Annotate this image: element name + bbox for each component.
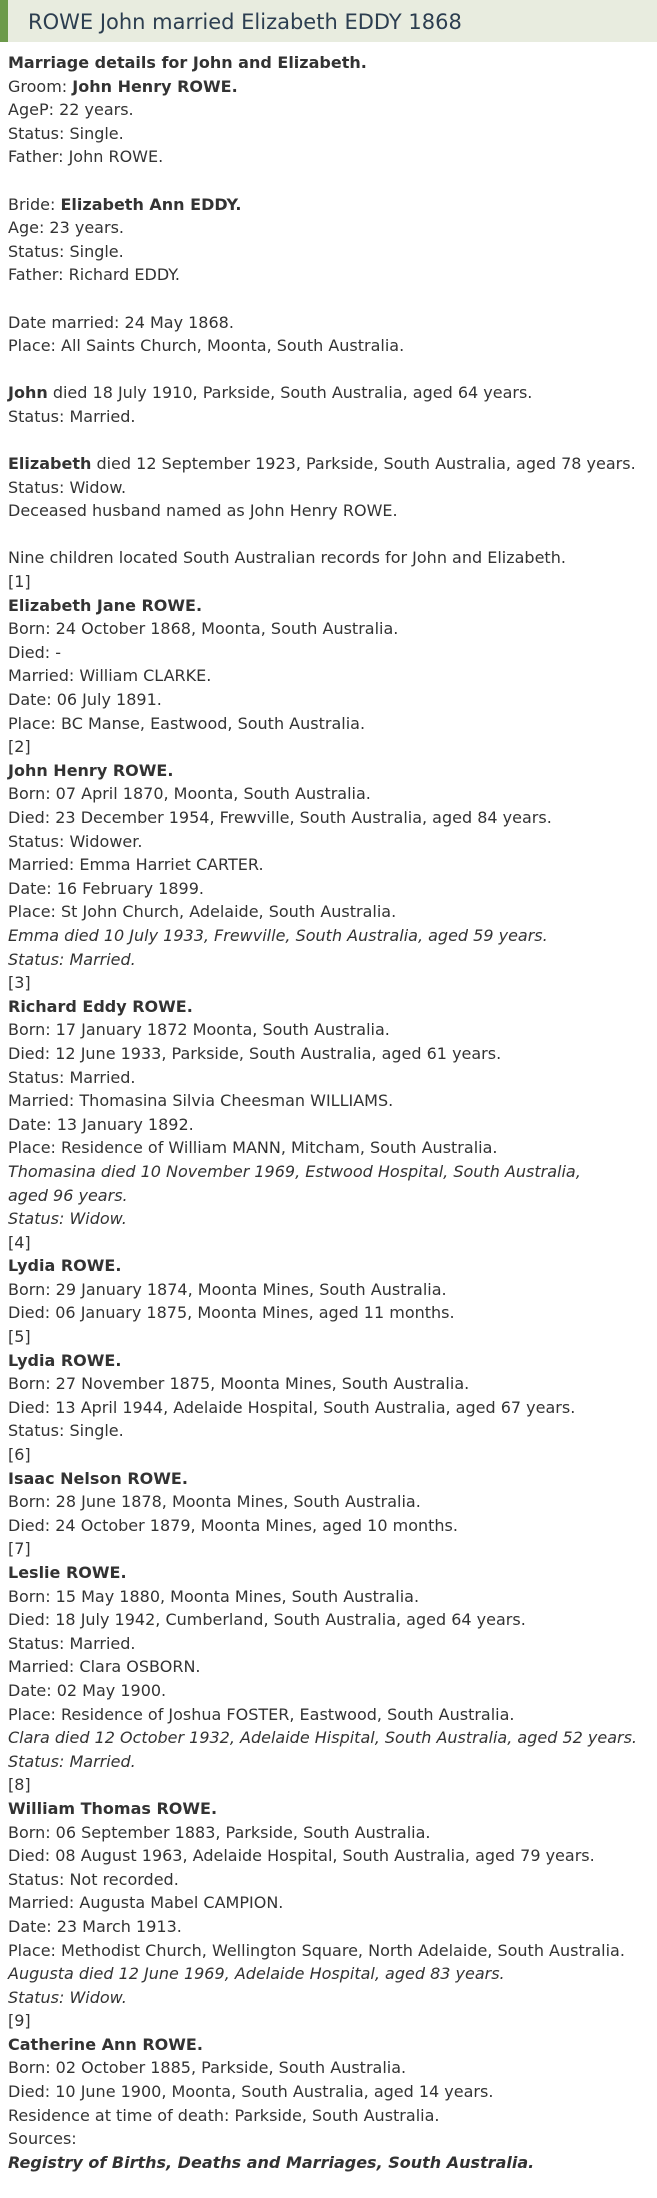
groom-line	[8, 75, 653, 99]
title-bar	[0, 0, 657, 42]
child-detail-line: Clara died 12 October 1932, Adelaide Hispital, South Australia, aged 52 years.	[8, 1728, 638, 1748]
child-detail-line: Born: 29 January 1874, Moonta Mines, South Australia.	[8, 1279, 447, 1299]
children-intro: Nine children located South Australian records for John and Elizabeth.	[8, 548, 566, 568]
elizabeth-name: Elizabeth	[8, 454, 92, 474]
child-detail-line: Born: 24 October 1868, Moonta, South Australia.	[8, 619, 399, 639]
bride-age: Age: 23 years.	[8, 218, 124, 238]
child-detail-line: Died: 06 January 1875, Moonta Mines, aged 11 months.	[8, 1303, 455, 1323]
groom-label: Groom:	[8, 76, 73, 96]
spacer	[8, 287, 653, 311]
child-detail-line: Place: St John Church, Adelaide, South Australia.	[8, 902, 397, 922]
child-record	[8, 1537, 653, 1773]
child-detail-line: Augusta died 12 June 1969, Adelaide Hospital, aged 83 years.	[8, 1964, 505, 1984]
child-detail-line: Status: Married.	[8, 1751, 136, 1771]
john-death-text: died 18 July 1910, Parkside, South Australia, aged 64 years.	[47, 383, 533, 403]
bride-status: Status: Single.	[8, 241, 124, 261]
sources-label: Sources:	[8, 2129, 77, 2149]
elizabeth-death-note: Deceased husband named as John Henry ROWE.	[8, 501, 398, 521]
child-detail-line: Residence at time of death: Parkside, South Australia.	[8, 2105, 440, 2125]
bride-label: Bride:	[8, 194, 61, 214]
child-ref: [9]	[8, 2011, 31, 2031]
children-list	[8, 570, 653, 2127]
child-detail-line: Place: Residence of Joshua FOSTER, Eastwood, South Australia.	[8, 1704, 515, 1724]
child-detail-line: Died: 13 April 1944, Adelaide Hospital, South Australia, aged 67 years.	[8, 1397, 576, 1417]
child-detail-line: Status: Married.	[8, 1633, 136, 1653]
child-detail-line: Status: Married.	[8, 949, 136, 969]
child-record	[8, 1325, 653, 1443]
child-ref: [3]	[8, 973, 31, 993]
child-detail-line: Died: 24 October 1879, Moonta Mines, aged 10 months.	[8, 1515, 458, 1535]
child-detail-line: Born: 02 October 1885, Parkside, South Australia.	[8, 2058, 407, 2078]
child-detail-line: Born: 15 May 1880, Moonta Mines, South Australia.	[8, 1586, 420, 1606]
child-detail-line: Born: 07 April 1870, Moonta, South Australia.	[8, 784, 371, 804]
child-name: Lydia ROWE.	[8, 1350, 122, 1370]
child-detail-line: Date: 23 March 1913.	[8, 1916, 182, 1936]
child-detail-line: Born: 06 September 1883, Parkside, South Australia.	[8, 1822, 431, 1842]
child-ref: [5]	[8, 1327, 31, 1347]
child-record	[8, 1231, 653, 1325]
child-detail-line: Status: Widow.	[8, 1209, 127, 1229]
child-detail-line: Died: -	[8, 642, 62, 662]
child-record	[8, 2009, 653, 2127]
child-detail-line: Date: 06 July 1891.	[8, 690, 162, 710]
child-detail-line: Place: BC Manse, Eastwood, South Australia.	[8, 713, 366, 733]
child-record	[8, 1773, 653, 2009]
child-record	[8, 735, 653, 971]
child-detail-line: Died: 18 July 1942, Cumberland, South Australia, aged 64 years.	[8, 1610, 526, 1630]
marriage-date: Date married: 24 May 1868.	[8, 312, 234, 332]
bride-father: Father: Richard EDDY.	[8, 265, 180, 285]
child-detail-line: Married: William CLARKE.	[8, 666, 212, 686]
child-name: Elizabeth Jane ROWE.	[8, 595, 203, 615]
child-ref: [1]	[8, 572, 31, 592]
article-content	[8, 51, 653, 2174]
child-name: William Thomas ROWE.	[8, 1798, 218, 1818]
child-ref: [6]	[8, 1445, 31, 1465]
groom-name: John Henry ROWE.	[72, 76, 238, 96]
child-detail-line: Born: 27 November 1875, Moonta Mines, South Australia.	[8, 1374, 470, 1394]
child-detail-line: Born: 28 June 1878, Moonta Mines, South Australia.	[8, 1492, 421, 1512]
child-detail-line: Thomasina died 10 November 1969, Estwood Hospital, South Australia,	[8, 1161, 581, 1181]
child-detail-line: Died: 10 June 1900, Moonta, South Australia, aged 14 years.	[8, 2082, 494, 2102]
spacer	[8, 358, 653, 382]
child-detail-line: Place: Residence of William MANN, Mitcham, South Australia.	[8, 1138, 498, 1158]
spacer	[8, 169, 653, 193]
child-detail-line: Died: 12 June 1933, Parkside, South Australia, aged 61 years.	[8, 1043, 502, 1063]
child-name: Richard Eddy ROWE.	[8, 996, 193, 1016]
child-detail-line: Emma died 10 July 1933, Frewville, South Australia, aged 59 years.	[8, 925, 548, 945]
sources-text: Registry of Births, Deaths and Marriages, South Australia.	[8, 2152, 535, 2172]
john-death-status: Status: Married.	[8, 406, 136, 426]
child-record	[8, 570, 653, 735]
marriage-place: Place: All Saints Church, Moonta, South Australia.	[8, 336, 405, 356]
child-detail-line: Status: Not recorded.	[8, 1869, 179, 1889]
child-name: Catherine Ann ROWE.	[8, 2034, 203, 2054]
child-record	[8, 1443, 653, 1537]
child-ref: [7]	[8, 1539, 31, 1559]
child-detail-line: Status: Widower.	[8, 831, 143, 851]
child-detail-line: Died: 08 August 1963, Adelaide Hospital, South Australia, aged 79 years.	[8, 1846, 595, 1866]
bride-line	[8, 193, 653, 217]
child-detail-line: Died: 23 December 1954, Frewville, South Australia, aged 84 years.	[8, 808, 552, 827]
intro-heading: Marriage details for John and Elizabeth.	[8, 53, 367, 72]
elizabeth-death-line	[8, 452, 653, 476]
child-detail-line: Married: Thomasina Silvia Cheesman WILLIAMS.	[8, 1091, 394, 1111]
child-record	[8, 971, 653, 1231]
child-detail-line: Place: Methodist Church, Wellington Square, North Adelaide, South Australia.	[8, 1940, 625, 1960]
child-detail-line: Born: 17 January 1872 Moonta, South Australia.	[8, 1020, 390, 1040]
child-detail-line: Date: 02 May 1900.	[8, 1680, 167, 1700]
groom-age: AgeP: 22 years.	[8, 100, 134, 120]
child-detail-line: Status: Widow.	[8, 1987, 127, 2007]
child-name: Lydia ROWE.	[8, 1256, 122, 1276]
page-title: ROWE John married Elizabeth EDDY 1868	[28, 10, 462, 34]
john-name: John	[8, 383, 48, 403]
child-name: John Henry ROWE.	[8, 760, 174, 780]
groom-father: Father: John ROWE.	[8, 147, 164, 167]
bride-name: Elizabeth Ann EDDY.	[60, 194, 242, 214]
child-detail-line: Status: Married.	[8, 1067, 136, 1087]
john-death-line	[8, 381, 653, 405]
child-ref: [8]	[8, 1775, 31, 1795]
child-ref: [2]	[8, 737, 31, 757]
child-name: Isaac Nelson ROWE.	[8, 1468, 188, 1488]
elizabeth-death-text: died 12 September 1923, Parkside, South Australia, aged 78 years.	[91, 454, 636, 474]
child-detail-line: Date: 13 January 1892.	[8, 1114, 194, 1134]
child-detail-line: aged 96 years.	[8, 1185, 128, 1205]
elizabeth-death-status: Status: Widow.	[8, 477, 127, 497]
child-detail-line: Status: Single.	[8, 1421, 124, 1441]
child-ref: [4]	[8, 1232, 31, 1252]
spacer	[8, 523, 653, 547]
spacer	[8, 429, 653, 453]
child-detail-line: Married: Emma Harriet CARTER.	[8, 855, 264, 875]
child-name: Leslie ROWE.	[8, 1563, 127, 1582]
groom-status: Status: Single.	[8, 123, 124, 143]
child-detail-line: Married: Augusta Mabel CAMPION.	[8, 1893, 284, 1913]
child-detail-line: Date: 16 February 1899.	[8, 878, 204, 898]
child-detail-line: Married: Clara OSBORN.	[8, 1657, 201, 1677]
